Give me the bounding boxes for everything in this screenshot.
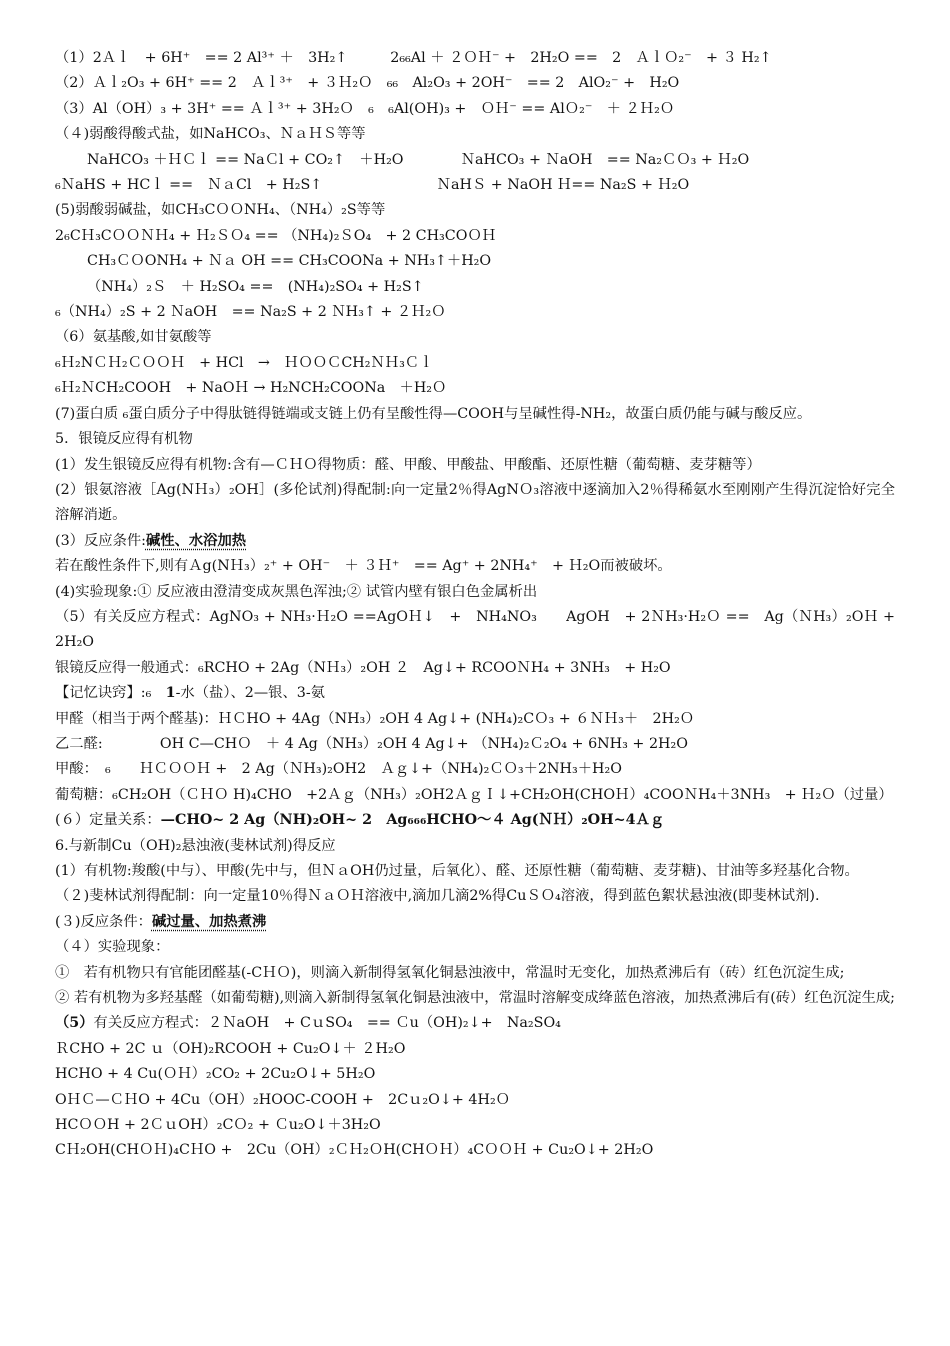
text-paragraph: （２)斐林试剂得配制：向一定量10％得ＮａＯＨ溶液中,滴加几滴2%得CuＳＯ₄溶液，得到蓝色絮状悬浊液(即斐林试剂). bbox=[55, 888, 820, 905]
text-line: （6）氨基酸,如甘氨酸等 bbox=[55, 329, 212, 346]
section-heading: 6.与新制Cu（OH)₂悬浊液(斐林试剂)得反应 bbox=[55, 837, 336, 854]
emphasis-text: 碱过量、加热煮沸 bbox=[151, 913, 267, 930]
text-line: CH₃ＣＯONH₄ + Ｎａ OH == CH₃COONa + NH₃↑＋H₂O bbox=[87, 253, 492, 270]
text-line: 甲酸： ₆ ＨＣＯＯＨ + 2 Ag（ＮH₃)₂OH2 Ａｇ↓+（NH₄)₂ＣＯ₃＋2NH₃＋H₂O bbox=[55, 761, 622, 778]
text-line: （４）实验现象： bbox=[55, 939, 170, 956]
text-line: OＨＣ—ＣＨO + 4Cu（OH）₂HOOC-COOH + 2Cｕ₂O↓+ 4H₂Ｏ bbox=[55, 1091, 510, 1108]
text-line: （４)弱酸得酸式盐，如NaHCO₃、ＮａＨＳ等等 bbox=[55, 126, 366, 143]
text-line: CＨ₂OH(CHＯＨ)₄CＨO + 2Cu（OH）₂ＣＨ₂ＯH(CHＯＨ）₄CＯＯＨ + Cu₂O↓+ 2H₂O bbox=[55, 1142, 654, 1159]
text-line: ₆Ｈ₂ＮCH₂COOH + NaOＨ → H₂NCH₂COONa ＋H₂Ｏ bbox=[55, 380, 447, 397]
condition-label: (３)反应条件： bbox=[55, 913, 152, 930]
text-line: HCHO + 4 Cu(ＯＨ）₂CO₂ + 2Cu₂O↓+ 5H₂O bbox=[55, 1066, 376, 1083]
text-line: HCＯＯH + 2ＣｕOH）₂CＯ₂ + Ｃu₂O↓＋3H₂O bbox=[55, 1117, 381, 1134]
emphasis-text: 碱性、水浴加热 bbox=[145, 532, 247, 549]
item-number: （5） bbox=[55, 1015, 94, 1032]
text-line bbox=[55, 808, 895, 833]
text-line: （2）Ａｌ₂O₃ + 6H⁺ == 2 Ａｌ³⁺ + ３Ｈ₂Ｏ ₆₆ Al₂O₃ + 2OH⁻ == 2 AlO₂⁻ + H₂O bbox=[55, 75, 680, 92]
text-line: (1）发生银镜反应得有机物:含有—ＣＨＯ得物质：醛、甲酸、甲酸盐、甲酸酯、还原性糖（葡萄糖、麦芽糖等） bbox=[55, 456, 761, 473]
text-paragraph: (2）银氨溶液［Ag(NＨ₃）₂OH］(多伦试剂)得配制:向一定量2％得AgNＯ₃溶液中逐滴加入2％得稀氨水至刚刚产生得沉淀恰好完全溶解消逝。 bbox=[55, 481, 895, 524]
memory-tip-number: 1 bbox=[165, 685, 176, 702]
text-line: (5)弱酸弱碱盐，如CH₃CＯＯNH₄、（NH₄）₂S等等 bbox=[55, 202, 386, 219]
text-line bbox=[55, 910, 895, 935]
text-line: 银镜反应得一般通式：₆RCHO + 2Ag（NＨ₃）₂OH ２ Ag↓+ RCOOＮH₄ + 3NH₃ + H₂O bbox=[55, 659, 671, 676]
equation-heading: 有关反应方程式：２ＮaOH + CｕSO₄ == Ｃu（OH)₂↓+ Na₂SO₄ bbox=[93, 1015, 561, 1032]
text-line: （NH₄）₂Ｓ ＋ H₂SO₄ == (NH₄)₂SO₄ + H₂S↑ bbox=[87, 278, 424, 295]
memory-tip-label: 【记忆诀窍】:₆ bbox=[55, 685, 166, 702]
text-line: （1）2Ａｌ + 6H⁺ == 2 Al³⁺ ＋ 3H₂↑ 2₆₆Al ＋ ２ＯＨ⁻ + 2H₂O == 2 ＡｌＯ₂⁻ + ３ H₂↑ bbox=[55, 50, 772, 66]
memory-tip-text: -水（盐）、2—银、3-氨 bbox=[175, 685, 325, 702]
text-line: (4)实验现象:① 反应液由澄清变成灰黑色浑浊;② 试管内壁有银白色金属析出 bbox=[55, 583, 538, 600]
text-line: NaHCO₃ ＋ＨＣｌ == NaＣl + CO₂↑ ＋H₂O ＮaHCO₃ + ＮaOH == Na₂ＣＯ₃ + Ｈ₂O bbox=[87, 151, 750, 168]
text-line: 若在酸性条件下,则有Ａg(NＨ₃）₂⁺ + OH⁻ ＋ ３Ｈ⁺ == Ag⁺ + 2NH₄⁺ + Ｈ₂O而被破坏。 bbox=[55, 558, 672, 575]
text-line: 2₆CＨ₃CＯＯＮＨ₄ + Ｈ₂ＳＯ₄ == （NH₄)₂ＳO₄ + 2 CH₃COＯＨ bbox=[55, 227, 497, 244]
condition-label: (3）反应条件: bbox=[55, 532, 146, 549]
text-line: 乙二醛: OH C—CHＯ ＋ 4 Ag（NH₃）₂OH 4 Ag↓+ （NH₄)₂Ｃ₂O₄ + 6NH₃ + 2H₂O bbox=[55, 735, 688, 752]
quant-label: (６）定量关系： bbox=[55, 812, 161, 829]
text-line: （3）Al（OH）₃ + 3H⁺ == Ａｌ³⁺ + 3H₂Ｏ ₆ ₆Al(OH)₃ + ＯＨ⁻ == AlＯ₂⁻ ＋ ２Ｈ₂Ｏ bbox=[55, 100, 675, 117]
quant-relation: —CHO~ 2 Ag（NH)₂OH~ 2 Ag₆₆₆HCHO～４ Ag(ＮＨ）₂OH~4Ａｇ bbox=[160, 812, 665, 829]
text-line: ₆（NH₄）₂S + 2 ＮaOH == Na₂S + 2 ＮH₃↑ + ２Ｈ₂Ｏ bbox=[55, 304, 446, 321]
text-line bbox=[55, 529, 895, 554]
text-line: ₆ＮaHS + HCｌ == ＮａCl + H₂S↑ ＮaHＳ + NaOH Ｈ== Na₂S + Ｈ₂O bbox=[55, 177, 690, 194]
text-paragraph: ② 若有机物为多羟基醛（如葡萄糖),则滴入新制得氢氧化铜悬浊液中，常温时溶解变成绛蓝色溶液，加热煮沸后有(砖）红色沉淀生成; bbox=[55, 990, 895, 1007]
text-paragraph: (7)蛋白质 ₆蛋白质分子中得肽链得链端或支链上仍有呈酸性得—COOH与呈碱性得-NH₂，故蛋白质仍能与碱与酸反应。 bbox=[55, 405, 812, 422]
text-line bbox=[55, 681, 895, 706]
text-line: ₆Ｈ₂NＣＨ₂ＣＯＯＨ + HCl → ＨＯＯＣCH₂ＮＨ₃Ｃｌ bbox=[55, 354, 434, 371]
text-paragraph: ① 若有机物只有官能团醛基(-CＨＯ)，则滴入新制得氢氧化铜悬浊液中，常温时无变化，加热煮沸后有（砖）红色沉淀生成; bbox=[55, 964, 845, 981]
text-line: 甲醛（相当于两个醛基)：ＨＣHO + 4Ag（NH₃）₂OH 4 Ag↓+ (NH₄)₂CＯ₃ + ６ＮＨ₃＋ 2H₂Ｏ bbox=[55, 710, 695, 727]
section-heading: 5．银镜反应得有机物 bbox=[55, 431, 193, 448]
text-paragraph: 葡萄糖：₆CH₂OH（ＣＨＯ H)₄CHO +2Ａｇ（NH₃）₂OH2ＡｇＩ↓+CH₂OH(CHOＨ）₄COOＮH₄＋3NH₃ + Ｈ₂Ｏ（过量） bbox=[55, 786, 893, 803]
text-paragraph: (1）有机物:羧酸(中与）、甲酸(先中与，但ＮａOH仍过量，后氧化）、醛、还原性糖（葡萄糖、麦芽糖)、甘油等多羟基化合物。 bbox=[55, 863, 859, 879]
text-line: ＲCHO + 2C ｕ（OH)₂RCOOH + Cu₂O↓＋ ２H₂O bbox=[55, 1040, 406, 1057]
text-line bbox=[55, 1011, 895, 1036]
text-paragraph: （5）有关反应方程式：AgNO₃ + NH₃·Ｈ₂O ==AgOＨ↓ + NH₄NO₃ AgOH + 2ＮH₃·H₂Ｏ == Ag（ＮH₃）₂OＨ + 2H₂O bbox=[55, 608, 910, 651]
